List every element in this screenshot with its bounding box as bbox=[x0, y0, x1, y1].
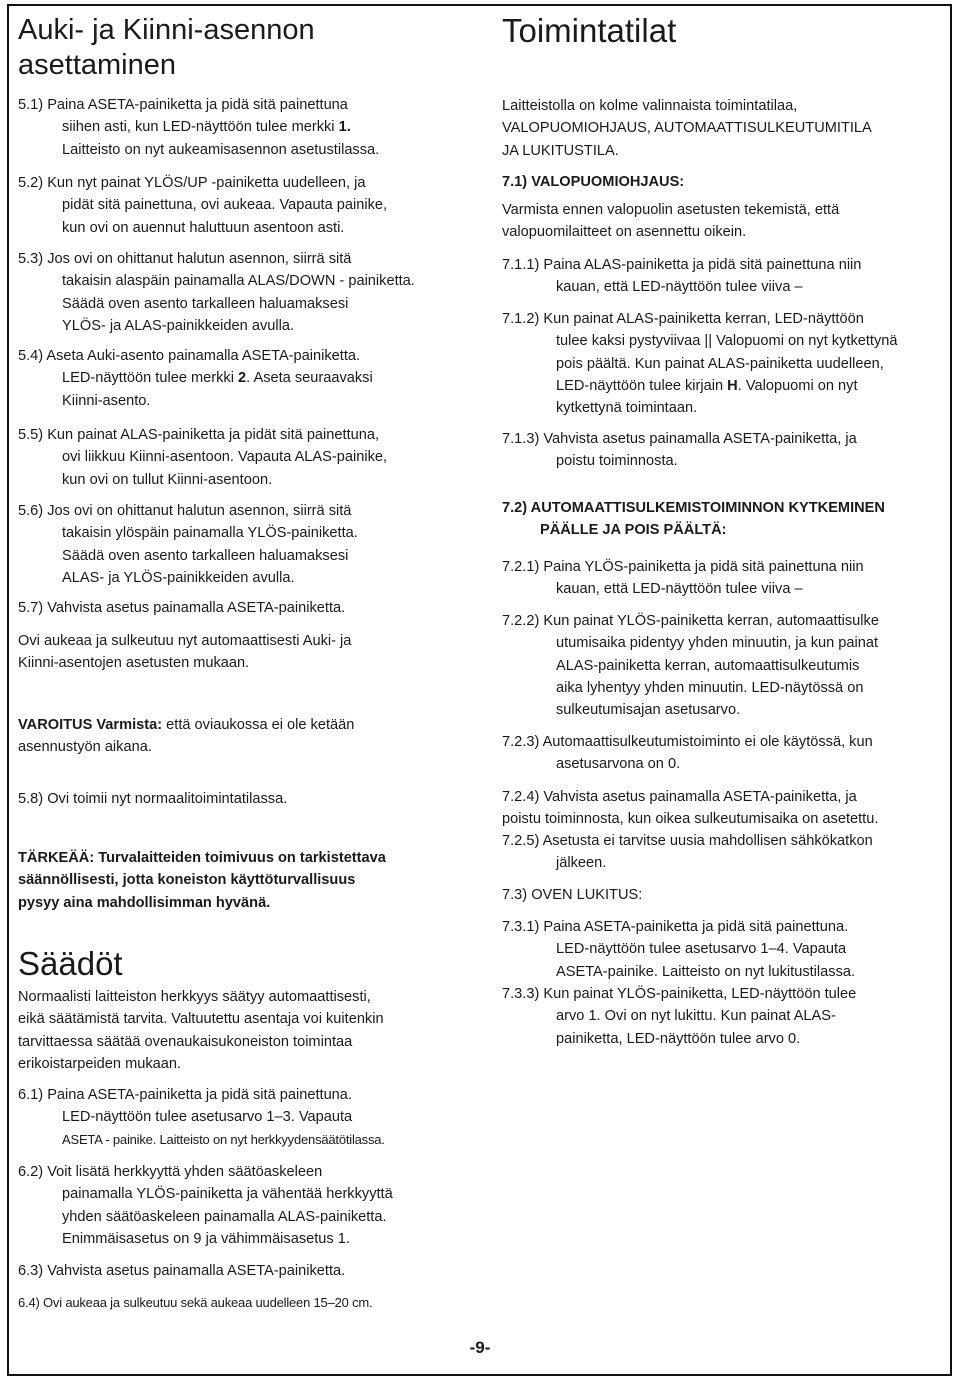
step-6-2-line-4: Enimmäisasetus on 9 ja vähimmäisasetus 1. bbox=[62, 1230, 350, 1247]
step-5-4-line-1: 5.4) Aseta Auki-asento painamalla ASETA-painiketta. bbox=[18, 348, 361, 364]
step-7-2-3 bbox=[502, 731, 873, 776]
step-6-1-line-3: ASETA - painike. Laitteisto on nyt herkkyydensäätötilassa. bbox=[62, 1131, 385, 1147]
step-7-1-3-line-1: 7.1.3) Vahvista asetus painamalla ASETA-painiketta, ja bbox=[502, 431, 857, 447]
step-5-1 bbox=[18, 94, 379, 161]
step-5-6-line-1: 5.6) Jos ovi on ohittanut halutun asennon, siirrä sitä bbox=[18, 503, 352, 519]
step-5-3-line-2: takaisin alaspäin painamalla ALAS/DOWN - painiketta. bbox=[62, 273, 415, 290]
step-5-1-text: siihen asti, kun LED-näyttöön tulee merkki bbox=[62, 119, 339, 136]
step-7-1-2-text: LED-näyttöön tulee kirjain bbox=[556, 377, 728, 394]
warning-text: että oviaukossa ei ole ketään bbox=[162, 717, 355, 733]
step-7-2-4-line-2: poistu toiminnosta, kun oikea sulkeutumisaika on asetettu. bbox=[502, 811, 879, 828]
step-5-6-line-2: takaisin ylöspäin painamalla YLÖS-painiketta. bbox=[62, 525, 358, 542]
step-7-1-1-line-2: kauan, että LED-näyttöön tulee viiva – bbox=[556, 279, 803, 296]
step-7-1-2-tail: . Valopuomi on nyt bbox=[737, 377, 858, 394]
step-7-2-2 bbox=[502, 610, 879, 721]
step-5-3-line-1: 5.3) Jos ovi on ohittanut halutun asennon, siirrä sitä bbox=[18, 251, 352, 267]
step-7-3-3 bbox=[502, 983, 856, 1050]
modes-intro-line-2: VALOPUOMIOHJAUS, AUTOMAATTISULKEUTUMITILA bbox=[502, 120, 872, 137]
photocell-note bbox=[502, 199, 839, 244]
step-7-2-1 bbox=[502, 556, 864, 601]
step-6-3: 6.3) Vahvista asetus painamalla ASETA-painiketta. bbox=[18, 1263, 346, 1279]
intro-line-4: erikoistarpeiden mukaan. bbox=[18, 1055, 182, 1072]
warning-line-2: asennustyön aikana. bbox=[18, 739, 152, 756]
step-7-2-2-line-3: ALAS-painiketta kerran, automaattisulkeutumis bbox=[556, 657, 860, 674]
important-line-3: pysyy aina mahdollisimman hyvänä. bbox=[18, 894, 271, 911]
step-6-1-line-1: 6.1) Paina ASETA-painiketta ja pidä sitä painettuna. bbox=[18, 1087, 352, 1103]
step-7-1-2-line-4 bbox=[502, 375, 898, 397]
step-7-2-2-line-4: aika lyhentyy yhden minuutin. LED-näytössä on bbox=[556, 679, 864, 696]
step-7-2-3-line-1: 7.2.3) Automaattisulkeutumistoiminto ei ole käytössä, kun bbox=[502, 734, 873, 750]
step-7-2-1-line-1: 7.2.1) Paina YLÖS-painiketta ja pidä sitä painettuna niin bbox=[502, 559, 864, 575]
photocell-note-line-2: valopuomilaitteet on asennettu oikein. bbox=[502, 224, 747, 241]
adjustments-intro bbox=[18, 986, 384, 1075]
auto-note-line-1: Ovi aukeaa ja sulkeutuu nyt automaattisesti Auki- ja bbox=[18, 633, 352, 649]
step-7-1-3 bbox=[502, 428, 857, 473]
intro-line-3: tarvittaessa säätää ovenaukaisukoneiston toimintaa bbox=[18, 1033, 353, 1050]
step-6-1-line-2: LED-näyttöön tulee asetusarvo 1–3. Vapauta bbox=[62, 1109, 353, 1126]
warning-note bbox=[18, 714, 354, 759]
step-6-2-line-3: yhden säätöaskeleen painamalla ALAS-painiketta. bbox=[62, 1208, 387, 1225]
heading-7-2-line-1: 7.2) AUTOMAATTISULKEMISTOIMINNON KYTKEMINEN bbox=[502, 500, 885, 516]
step-5-5-line-1: 5.5) Kun painat ALAS-painiketta ja pidät sitä painettuna, bbox=[18, 427, 380, 443]
step-7-2-5-line-1: 7.2.5) Asetusta ei tarvitse uusia mahdollisen sähkökatkon bbox=[502, 833, 873, 849]
step-5-6 bbox=[18, 500, 358, 589]
step-5-3 bbox=[18, 248, 415, 337]
step-7-1-2-line-1: 7.1.2) Kun painat ALAS-painiketta kerran, LED-näyttöön bbox=[502, 311, 864, 327]
step-5-2 bbox=[18, 172, 387, 239]
section-title-operating-modes: Toimintatilat bbox=[502, 12, 677, 49]
step-7-3-1-line-3: ASETA-painike. Laitteisto on nyt lukitustilassa. bbox=[556, 963, 856, 980]
heading-7-3: 7.3) OVEN LUKITUS: bbox=[502, 887, 643, 903]
step-5-5-line-3: kun ovi on tullut Kiinni-asentoon. bbox=[62, 471, 273, 488]
title-line-1: Auki- ja Kiinni-asennon bbox=[18, 14, 315, 46]
step-7-2-3-line-2: asetusarvona on 0. bbox=[556, 756, 681, 773]
step-7-2-4-line-1: 7.2.4) Vahvista asetus painamalla ASETA-painiketta, ja bbox=[502, 789, 857, 805]
step-7-2-4 bbox=[502, 786, 878, 831]
important-line-1: TÄRKEÄÄ: Turvalaitteiden toimivuus on tarkistettava bbox=[18, 850, 386, 866]
step-7-2-1-line-2: kauan, että LED-näyttöön tulee viiva – bbox=[556, 581, 803, 598]
modes-intro bbox=[502, 95, 872, 162]
step-5-1-line-3: Laitteisto on nyt aukeamisasennon asetustilassa. bbox=[62, 141, 380, 158]
section-title-open-close bbox=[18, 13, 315, 83]
step-7-2-2-line-5: sulkeutumisajan asetusarvo. bbox=[556, 702, 741, 719]
warning-line-1 bbox=[18, 714, 354, 736]
step-7-1-2 bbox=[502, 308, 898, 419]
intro-line-2: eikä säätämistä tarvita. Valtuutettu asentaja voi kuitenkin bbox=[18, 1011, 384, 1028]
step-5-5 bbox=[18, 424, 387, 491]
step-5-2-line-1: 5.2) Kun nyt painat YLÖS/UP -painiketta uudelleen, ja bbox=[18, 175, 366, 191]
step-7-1-3-line-2: poistu toiminnosta. bbox=[556, 453, 678, 470]
step-6-2-line-1: 6.2) Voit lisätä herkkyyttä yhden säätöaskeleen bbox=[18, 1164, 323, 1180]
step-7-1-2-line-3: pois päältä. Kun painat ALAS-painiketta uudelleen, bbox=[556, 355, 884, 372]
step-7-3-1 bbox=[502, 916, 855, 983]
section-title-adjustments: Säädöt bbox=[18, 945, 123, 982]
step-5-5-line-2: ovi liikkuu Kiinni-asentoon. Vapauta ALAS-painike, bbox=[62, 449, 388, 466]
step-5-1-line-2 bbox=[18, 116, 379, 138]
step-7-1-2-line-2: tulee kaksi pystyviivaa || Valopuomi on nyt kytkettynä bbox=[556, 333, 898, 350]
led-code-2: 2 bbox=[238, 370, 247, 387]
step-5-4-tail: . Aseta seuraavaksi bbox=[246, 370, 373, 387]
step-5-4-text: LED-näyttöön tulee merkki bbox=[62, 370, 239, 387]
step-5-6-line-3: Säädä oven asento tarkalleen haluamaksesi bbox=[62, 547, 349, 564]
title-line-2: asettaminen bbox=[18, 49, 176, 81]
step-5-1-line-1: 5.1) Paina ASETA-painiketta ja pidä sitä painettuna bbox=[18, 97, 348, 113]
step-5-4 bbox=[18, 345, 373, 412]
intro-line-1: Normaalisti laitteiston herkkyys säätyy automaattisesti, bbox=[18, 989, 371, 1005]
step-5-6-line-4: ALAS- ja YLÖS-painikkeiden avulla. bbox=[62, 569, 295, 586]
heading-7-2 bbox=[502, 497, 885, 542]
important-line-2: säännöllisesti, jotta koneiston käyttöturvallisuus bbox=[18, 872, 356, 889]
step-7-2-2-line-2: utumisaika pidentyy yhden minuutin, ja kun painat bbox=[556, 635, 879, 652]
heading-7-1: 7.1) VALOPUOMIOHJAUS: bbox=[502, 174, 685, 190]
auto-note-line-2: Kiinni-asentojen asetusten mukaan. bbox=[18, 655, 250, 672]
step-7-2-5 bbox=[502, 830, 873, 875]
step-5-3-line-3: Säädä oven asento tarkalleen haluamaksesi bbox=[62, 295, 349, 312]
step-5-4-line-2 bbox=[18, 367, 373, 389]
step-6-2 bbox=[18, 1161, 393, 1250]
step-6-1 bbox=[18, 1084, 385, 1151]
step-5-2-line-2: pidät sitä painettuna, ovi aukeaa. Vapauta painike, bbox=[62, 197, 388, 214]
step-7-1-2-line-5: kytkettynä toimintaan. bbox=[556, 400, 698, 417]
step-7-3-3-line-1: 7.3.3) Kun painat YLÖS-painiketta, LED-näyttöön tulee bbox=[502, 986, 857, 1002]
step-7-2-2-line-1: 7.2.2) Kun painat YLÖS-painiketta kerran, automaattisulke bbox=[502, 613, 879, 629]
led-code-1: 1. bbox=[338, 119, 351, 136]
step-7-3-1-line-1: 7.3.1) Paina ASETA-painiketta ja pidä sitä painettuna. bbox=[502, 919, 849, 935]
step-5-4-line-3: Kiinni-asento. bbox=[62, 392, 151, 409]
step-7-3-3-line-3: painiketta, LED-näyttöön tulee arvo 0. bbox=[556, 1030, 801, 1047]
step-5-2-line-3: kun ovi on auennut haluttuun asentoon asti. bbox=[62, 219, 345, 236]
heading-7-2-line-2: PÄÄLLE JA POIS PÄÄLTÄ: bbox=[540, 522, 727, 539]
auto-operation-note bbox=[18, 630, 351, 675]
modes-intro-line-1: Laitteistolla on kolme valinnaista toimintatilaa, bbox=[502, 98, 798, 114]
step-7-2-5-line-2: jälkeen. bbox=[556, 855, 607, 872]
step-7-1-1-line-1: 7.1.1) Paina ALAS-painiketta ja pidä sitä painettuna niin bbox=[502, 257, 862, 273]
step-5-3-line-4: YLÖS- ja ALAS-painikkeiden avulla. bbox=[62, 317, 295, 334]
step-6-4: 6.4) Ovi aukeaa ja sulkeutuu sekä aukeaa uudelleen 15–20 cm. bbox=[18, 1295, 373, 1310]
step-7-3-1-line-2: LED-näyttöön tulee asetusarvo 1–4. Vapauta bbox=[556, 941, 847, 958]
modes-intro-line-3: JA LUKITUSTILA. bbox=[502, 142, 619, 159]
step-5-7: 5.7) Vahvista asetus painamalla ASETA-painiketta. bbox=[18, 600, 346, 616]
photocell-note-line-1: Varmista ennen valopuolin asetusten tekemistä, että bbox=[502, 202, 840, 218]
step-6-2-line-2: painamalla YLÖS-painiketta ja vähentää herkkyyttä bbox=[62, 1186, 393, 1203]
warning-label: VAROITUS Varmista: bbox=[18, 717, 163, 733]
step-5-8: 5.8) Ovi toimii nyt normaalitoimintatilassa. bbox=[18, 791, 288, 807]
important-note bbox=[18, 847, 386, 914]
page-number: -9- bbox=[469, 1338, 491, 1357]
step-7-3-3-line-2: arvo 1. Ovi on nyt lukittu. Kun painat ALAS- bbox=[556, 1008, 836, 1025]
led-code-h: H bbox=[727, 377, 738, 394]
step-7-1-1 bbox=[502, 254, 861, 299]
